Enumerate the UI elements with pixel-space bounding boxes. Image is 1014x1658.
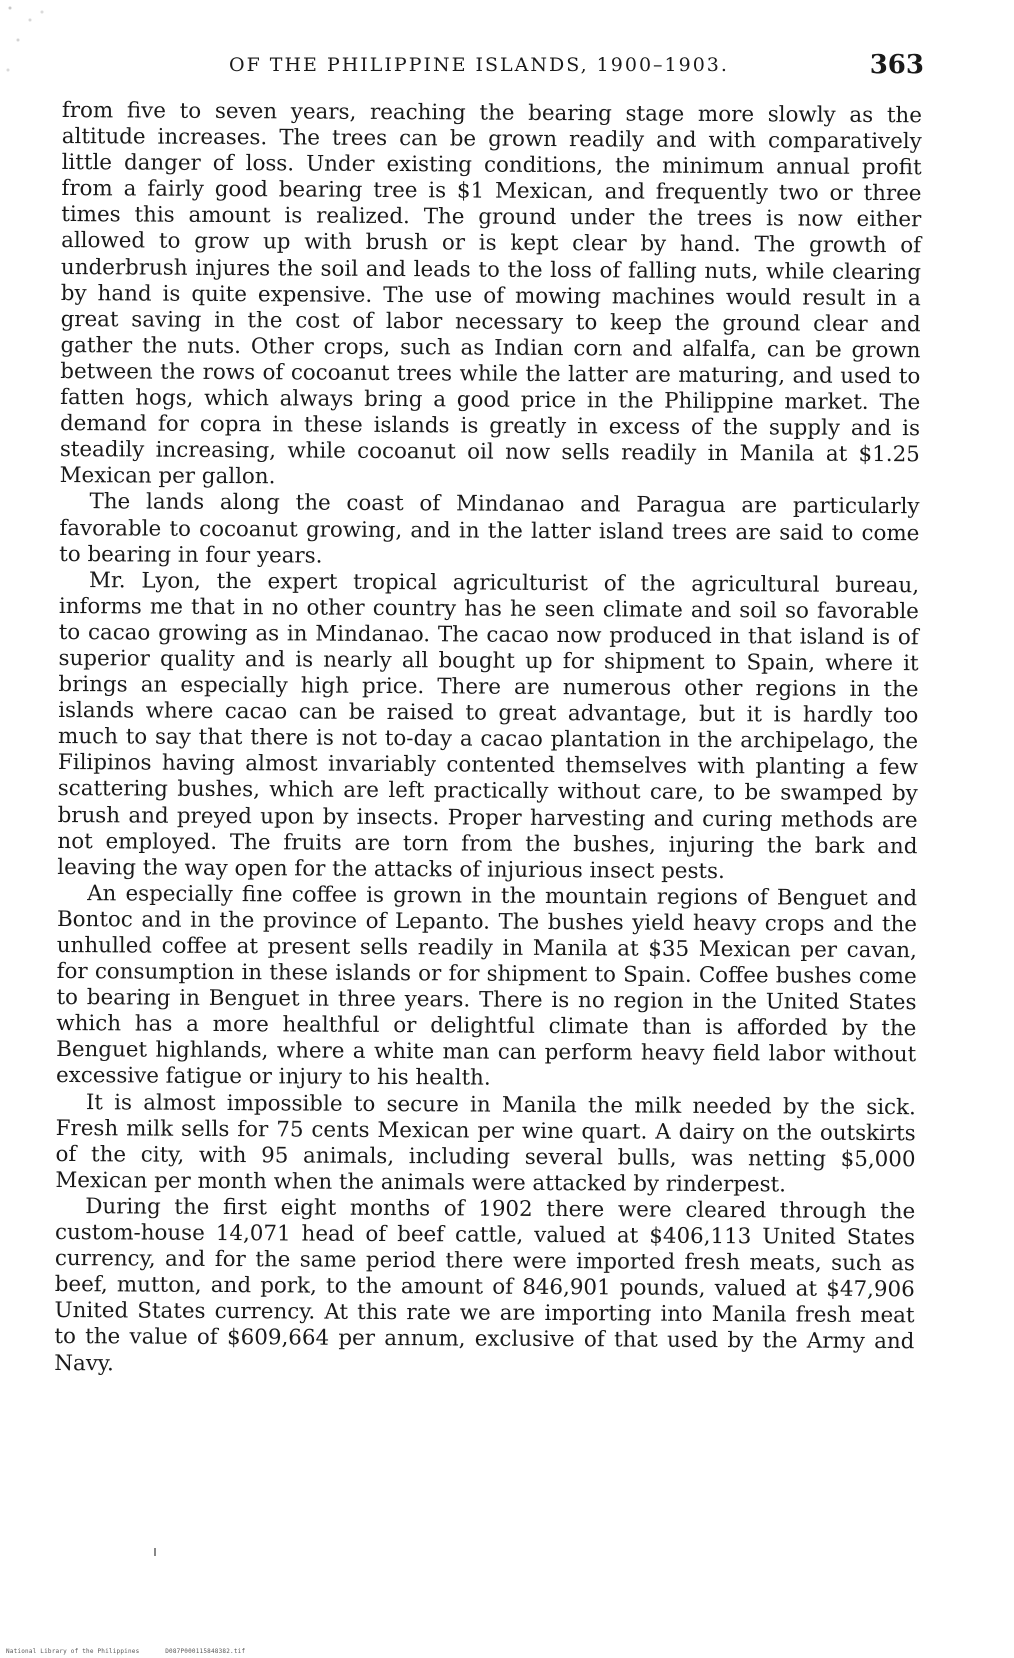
body-text [54,98,922,1382]
scan-speckle [0,0,60,120]
paragraph-cattle-imports: During the first eight months of 1902 there were cleared through the custom-house 14,071 head of beef cattle, valued at $406,113 United States currency, and for the same period there were imported fresh meats, such as beef, mutton, and pork, to the amount of 846,901 pounds, valued at $47,906 United States currency. At this rate we are importing into Manila fresh meat to the value of $609,664 per annum, exclusive of that used by the Army and Navy. [54,1194,916,1376]
scan-footer [6,1648,245,1655]
running-head-title: OF THE PHILIPPINE ISLANDS, 1900–1903. [229,54,729,76]
paragraph-milk: It is almost impossible to secure in Manila the milk needed by the sick. Fresh milk sells for 75 cents Mexican per wine quart. A dairy on the outskirts of the city, with 95 animals, including several bulls, was netting $5,000 Mexican per month when the animals were attacked by rinderpest. [55,1089,916,1198]
footer-file-id: D087P000115848382.tif [165,1648,246,1655]
stray-mark [154,1548,156,1556]
footer-library: National Library of the Philippines [6,1648,140,1655]
paragraph-coffee: An especially fine coffee is grown in the mountain regions of Benguet and Bontoc and in the province of Lepanto. The bushes yield heavy crops and the unhulled coffee at present sells readily in Manila at $35 Mexican per cavan, for consumption in these islands or for shipment to Spain. Coffee bushes come to bearing in Benguet in three years. There is no region in the United States which has a more healthful or delightful climate than is afforded by the Benguet highlands, where a white man can perform heavy field labor without excessive fatigue or injury to his health. [55,880,918,1092]
paragraph-cocoanut-continued: from five to seven years, reaching the bearing stage more slowly as the altitude increases. The trees can be grown readily and with comparatively little danger of loss. Under existing conditions, the minimum annual profit from a fairly good bearing tree is $1 Mexican, and frequently two or three times this amount is realized. The ground under the trees is now either allowed to grow up with brush or is kept clear by hand. The growth of underbrush injures the soil and leads to the loss of falling nuts, while clearing by hand is quite expensive. The use of mowing machines would result in a great saving in the cost of labor necessary to keep the ground clear and gather the nuts. Other crops, such as Indian corn and alfalfa, can be grown between the rows of cocoanut trees while the latter are maturing, and used to fatten hogs, which always bring a good price in the Philippine market. The demand for copra in these islands is greatly in excess of the supply and is steadily increasing, while cocoanut oil now sells readily in Manila at $1.25 Mexican per gallon. [59,98,922,490]
page-number: 363 [869,50,924,80]
paragraph-mindanao-paragua: The lands along the coast of Mindanao and Paragua are particularly favorable to cocoanut growing, and in the latter island trees are said to come to bearing in four years. [59,489,920,569]
paragraph-cacao: Mr. Lyon, the expert tropical agriculturist of the agricultural bureau, informs me that in no other country has he seen climate and soil so favorable to cacao growing as in Mindanao. The cacao now produced in that island is of superior quality and is nearly all bought up for shipment to Spain, where it brings an especially high price. There are numerous other regions in the islands where cacao can be raised to great advantage, but it is hardly too much to say that there is not to-day a cacao plantation in the archipelago, the Filipinos having almost invariably contented themselves with planting a few scattering bushes, which are left practically without care, to be swamped by brush and preyed upon by insects. Proper harvesting and curing methods are not employed. The fruits are torn from the bushes, injuring the bark and leaving the way open for the attacks of injurious insect pests. [57,567,920,884]
running-head [64,50,924,84]
